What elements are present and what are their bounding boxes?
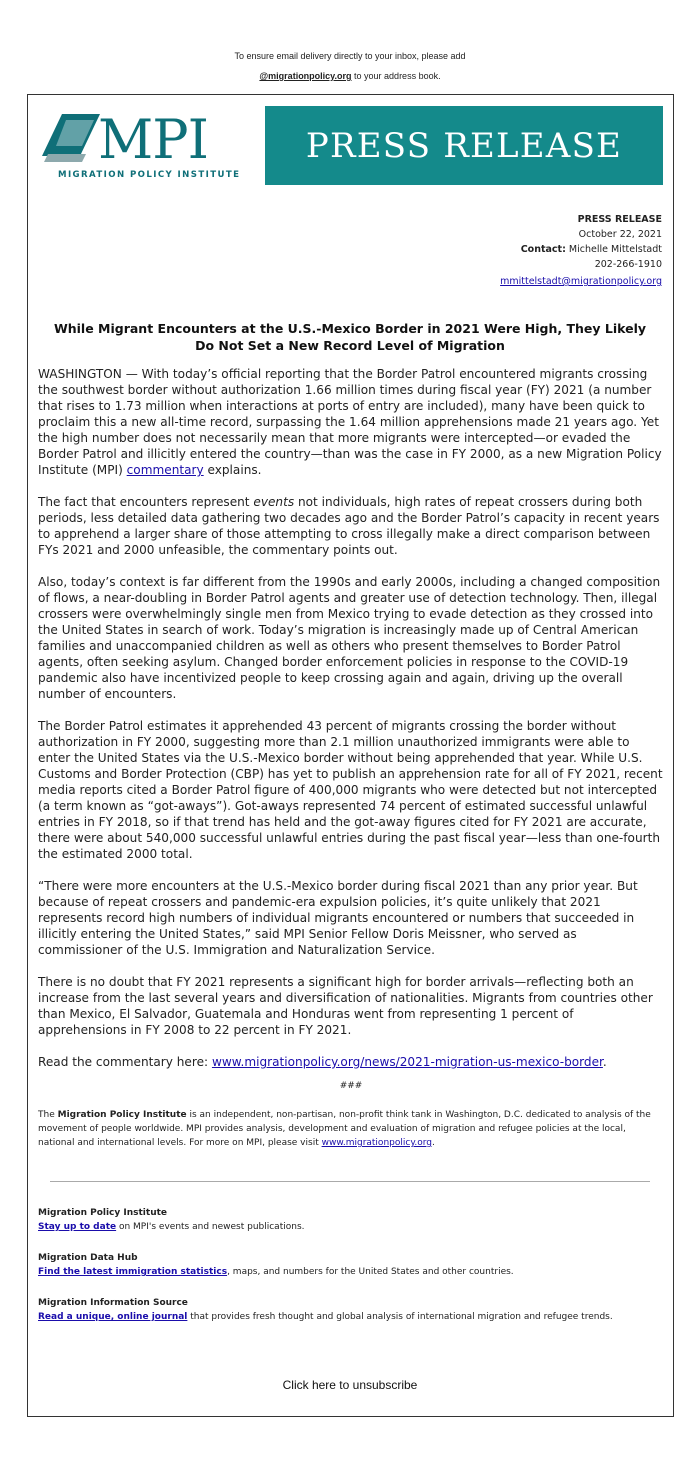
paragraph-1 bbox=[38, 366, 664, 478]
paragraph-7-pre: Read the commentary here: bbox=[38, 1055, 212, 1069]
about-pre: The bbox=[38, 1110, 58, 1120]
preheader-address-link[interactable]: @migrationpolicy.org bbox=[259, 71, 352, 81]
footer-section-mpi bbox=[38, 1206, 658, 1234]
contact-name-label: Contact: bbox=[520, 244, 566, 255]
footer-text: that provides fresh thought and global analysis of international migration and refugee trends. bbox=[187, 1312, 613, 1322]
footer-link-stay-up-to-date[interactable]: Stay up to date bbox=[38, 1222, 117, 1232]
headline-line2: Do Not Set a New Record Level of Migration bbox=[195, 338, 505, 353]
about-website-link[interactable]: www.migrationpolicy.org bbox=[321, 1138, 432, 1148]
footer-text: , maps, and numbers for the United States and other countries. bbox=[227, 1267, 514, 1277]
headline bbox=[38, 320, 662, 354]
press-release-banner: PRESS RELEASE bbox=[265, 106, 663, 185]
headline-line1: While Migrant Encounters at the U.S.-Mexico Border in 2021 Were High, They Likely bbox=[53, 321, 647, 336]
preheader-line2 bbox=[0, 66, 700, 86]
paragraph-2-post: not individuals, high rates of repeat crossers during both periods, less detailed data gathering two decades ago and the Border Patrol’s capacity in recent years to apprehend a larger share of those attempting to cross illegally make a direct comparison between FYs 2021 and 2000 unfeasible, the commentary points out. bbox=[38, 495, 660, 557]
contact-name: Michelle Mittelstadt bbox=[565, 244, 662, 255]
paragraph-4 bbox=[38, 718, 664, 862]
preheader-line1: To ensure email delivery directly to your inbox, please add bbox=[234, 51, 466, 61]
footer-title: Migration Policy Institute bbox=[38, 1208, 168, 1218]
logo-letters: MPI bbox=[98, 110, 208, 171]
preheader bbox=[0, 46, 700, 86]
paragraph-2-emphasis: events bbox=[253, 495, 295, 509]
footer-text: on MPI's events and newest publications. bbox=[116, 1222, 305, 1232]
logo-mark-icon bbox=[42, 114, 100, 162]
commentary-link[interactable]: commentary bbox=[126, 463, 204, 477]
footer-link-statistics[interactable]: Find the latest immigration statistics bbox=[38, 1267, 228, 1277]
paragraph-3 bbox=[38, 574, 664, 702]
mpi-logo[interactable] bbox=[42, 110, 252, 185]
end-marker: ### bbox=[339, 1081, 363, 1091]
paragraph-1-end: explains. bbox=[203, 463, 262, 477]
paragraph-4-text: The Border Patrol estimates it apprehended 43 percent of migrants crossing the border without authorization in FY 2000, suggesting more than 2.1 million unauthorized immigrants were able to enter the United States via the U.S.-Mexico border without being apprehended that year. While U.S. Customs and Border Protection (CBP) has yet to publish an apprehension rate for all of FY 2021, recent media reports cited a Border Patrol figure of 400,000 migrants who were detected but not intercepted (a term known as “got-aways”). Got-aways represented 74 percent of estimated successful unlawful entries in FY 2018, so if that trend has held and the got-away figures cited for FY 2021 are accurate, there were about 540,000 successful unlawful entries during the past fiscal year—less than one-fourth the estimated 2000 total. bbox=[38, 719, 663, 861]
footer-link-journal[interactable]: Read a unique, online journal bbox=[38, 1312, 188, 1322]
footer-section-information-source bbox=[38, 1296, 658, 1324]
footer-section-data-hub bbox=[38, 1251, 658, 1279]
paragraph-6 bbox=[38, 974, 664, 1038]
paragraph-5-text: “There were more encounters at the U.S.-Mexico border during fiscal 2021 than any prior year. But because of repeat crossers and pandemic-era expulsion policies, it’s quite unlikely that 2021 represents record high numbers of individual migrants encountered or numbers that succeeded in illicitly entering the United States,” said MPI Senior Fellow Doris Meissner, who served as commissioner of the U.S. Immigration and Naturalization Service. bbox=[38, 879, 638, 957]
paragraph-7-end: . bbox=[602, 1055, 607, 1069]
paragraph-1-text: WASHINGTON — With today’s official reporting that the Border Patrol encountered migrants crossing the southwest border without authorization 1.66 million times during fiscal year (FY) 2021 (a number that rises to 1.73 million when interactions at ports of entry are included), many have been quick to proclaim this a new all-time record, surpassing the 1.64 million apprehensions made 21 years ago. Yet the high number does not necessarily mean that more migrants were intercepted—or evaded the Border Patrol and illicitly entered the country—than was the case in FY 2000, as a new Migration Policy Institute (MPI) bbox=[38, 367, 662, 477]
contact-block bbox=[500, 212, 662, 289]
contact-email-link[interactable]: mmittelstadt@migrationpolicy.org bbox=[500, 276, 662, 287]
paragraph-3-text: Also, today’s context is far different from the 1990s and early 2000s, including a changed composition of flows, a near-doubling in Border Patrol agents and greater use of detection technology. Then, illegal crossers were overwhelmingly single men from Mexico trying to evade detection as they crossed into the United States in search of work. Today’s migration is increasingly made up of Central American families and unaccompanied children as well as others who present themselves to Border Patrol agents, often seeking asylum. Changed border enforcement policies in response to the COVID-19 pandemic also have incentivized people to keep crossing again and again, driving up the overall number of encounters. bbox=[38, 575, 661, 701]
logo-name: MIGRATION POLICY INSTITUTE bbox=[58, 170, 241, 180]
release-date: October 22, 2021 bbox=[578, 229, 662, 240]
paragraph-6-text: There is no doubt that FY 2021 represents a significant high for border arrivals—reflecting both an increase from the last several years and diversification of nationalities. Migrants from countries other than Mexico, El Salvador, Guatemala and Honduras went from representing 1 percent of apprehensions in FY 2008 to 22 percent in FY 2021. bbox=[38, 975, 653, 1037]
paragraph-5 bbox=[38, 878, 664, 958]
paragraph-7 bbox=[38, 1054, 664, 1070]
contact-phone: 202-266-1910 bbox=[594, 259, 662, 270]
about-mpi bbox=[38, 1108, 658, 1150]
footer-title: Migration Information Source bbox=[38, 1298, 188, 1308]
divider bbox=[50, 1181, 650, 1182]
about-text: is an independent, non-partisan, non-profit think tank in Washington, D.C. dedicated to analysis of the movement of people worldwide. MPI provides analysis, development and evaluation of migration and refugee policies at the local, national and international levels. For more on MPI, please visit bbox=[38, 1110, 651, 1148]
paragraph-2 bbox=[38, 494, 664, 558]
footer-title: Migration Data Hub bbox=[38, 1253, 138, 1263]
contact-label: PRESS RELEASE bbox=[577, 214, 662, 225]
preheader-line2-suffix: to your address book. bbox=[351, 71, 441, 81]
about-end: . bbox=[431, 1138, 435, 1148]
commentary-url-link[interactable]: www.migrationpolicy.org/news/2021-migration-us-mexico-border bbox=[211, 1055, 603, 1069]
about-org: Migration Policy Institute bbox=[57, 1110, 187, 1120]
paragraph-2-pre: The fact that encounters represent bbox=[38, 495, 254, 509]
unsubscribe-link[interactable]: Click here to unsubscribe bbox=[282, 1378, 418, 1392]
